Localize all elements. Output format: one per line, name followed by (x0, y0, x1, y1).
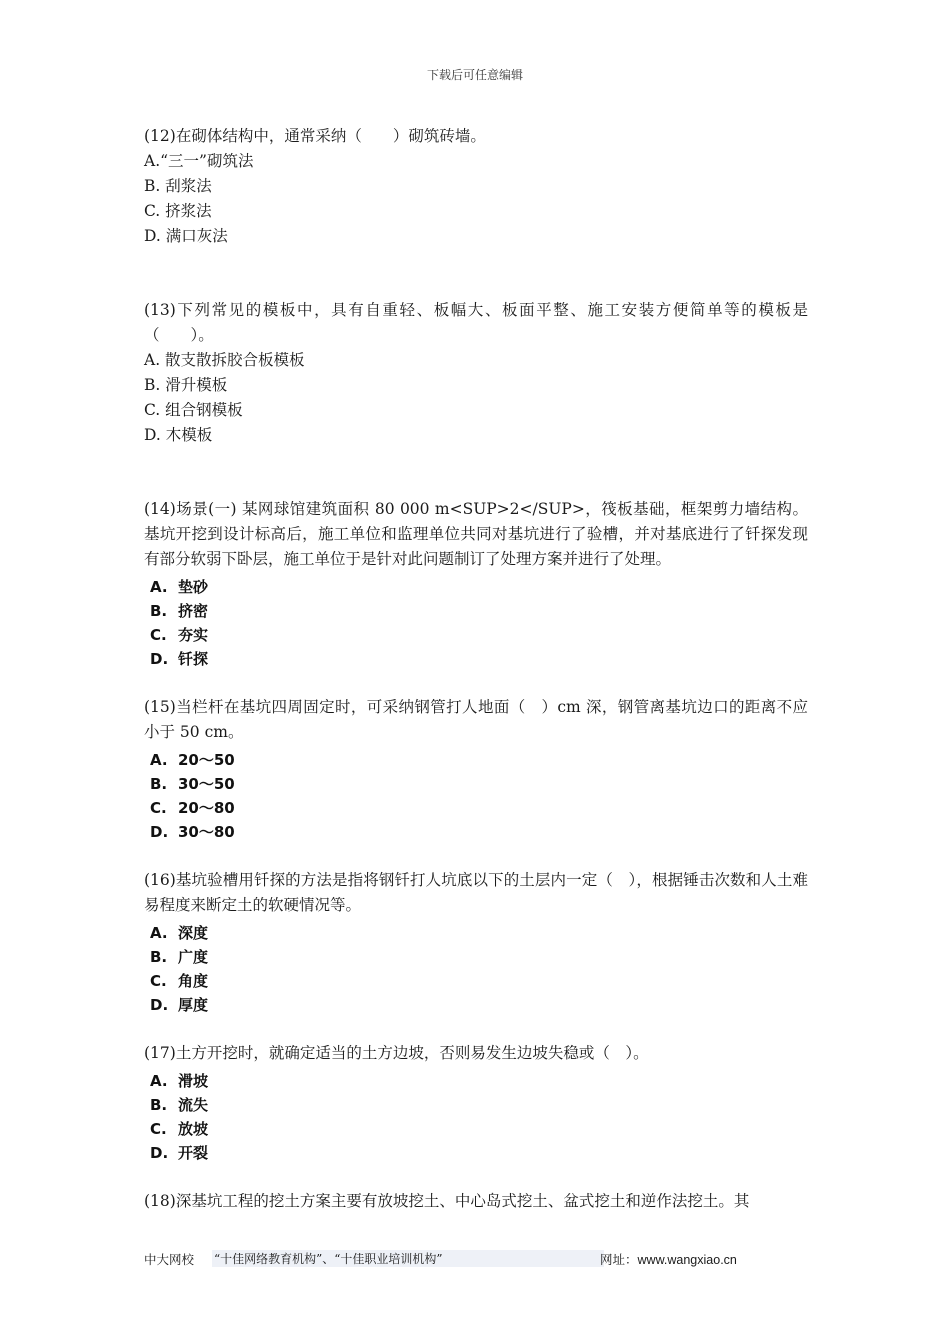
option-c: C. 组合钢模板 (144, 401, 243, 419)
option-c: C. 20～80 (150, 799, 235, 817)
option-b: B. 滑升模板 (144, 376, 228, 394)
option-a: A. 垫砂 (150, 578, 209, 596)
spacer (144, 671, 808, 695)
option-d: D. 开裂 (150, 1144, 209, 1162)
question-stem: (15)当栏杆在基坑四周固定时，可采纳钢管打人地面（ ）cm 深，钢管离基坑边口的距离不应小于 50 cm。 (144, 698, 808, 741)
question-13 (144, 298, 808, 448)
option-image (150, 921, 808, 1017)
option-b: B. 挤密 (150, 602, 209, 620)
question-stem: (13)下列常见的模板中，具有自重轻、板幅大、板面平整、施工安装方便简单等的模板是（ ）。 (144, 301, 808, 344)
option-c: C. 角度 (150, 972, 209, 990)
question-18 (144, 1189, 808, 1214)
page-footer (144, 1250, 808, 1268)
question-15 (144, 695, 808, 844)
footer-slogan: “十佳网络教育机构”、“十佳职业培训机构” (212, 1250, 604, 1267)
spacer (144, 448, 808, 497)
footer-website (600, 1250, 737, 1268)
option-d: D. 钎探 (150, 650, 209, 668)
spacer (144, 844, 808, 868)
option-c: C. 挤浆法 (144, 202, 212, 220)
option-b: B. 广度 (150, 948, 209, 966)
option-a: A.“三一”砌筑法 (144, 152, 254, 170)
spacer (144, 1017, 808, 1041)
option-b: B. 30～50 (150, 775, 235, 793)
footer-website-label: 网址： (600, 1252, 638, 1267)
option-image (150, 575, 808, 671)
question-17 (144, 1041, 808, 1165)
option-image (150, 1069, 808, 1165)
question-16 (144, 868, 808, 1017)
question-stem: (16)基坑验槽用钎探的方法是指将钢钎打人坑底以下的土层内一定（ ），根据锤击次数和人土难易程度来断定土的软硬情况等。 (144, 871, 808, 914)
option-d: D. 30～80 (150, 823, 235, 841)
footer-website-url[interactable]: www.wangxiao.cn (637, 1253, 737, 1267)
page-header: 下载后可任意编辑 (426, 68, 523, 82)
option-d: D. 厚度 (150, 996, 209, 1014)
option-a: A. 滑坡 (150, 1072, 209, 1090)
option-b: B. 刮浆法 (144, 177, 212, 195)
option-c: C. 放坡 (150, 1120, 209, 1138)
spacer (144, 249, 808, 298)
question-stem: (17)土方开挖时，就确定适当的土方边坡，否则易发生边坡失稳或（ ）。 (144, 1044, 649, 1062)
question-stem: (12)在砌体结构中，通常采纳（ ）砌筑砖墙。 (144, 127, 486, 145)
question-14 (144, 497, 808, 671)
option-d: D. 满口灰法 (144, 227, 228, 245)
question-list (144, 124, 808, 1214)
option-a: A. 散支散拆胶合板模板 (144, 351, 305, 369)
question-stem: (18)深基坑工程的挖土方案主要有放坡挖土、中心岛式挖土、盆式挖土和逆作法挖土。其 (144, 1192, 750, 1210)
option-c: C. 夯实 (150, 626, 209, 644)
option-image (150, 748, 808, 844)
option-a: A. 深度 (150, 924, 209, 942)
footer-school-name: 中大网校 (144, 1252, 195, 1267)
option-d: D. 木模板 (144, 426, 213, 444)
option-a: A. 20～50 (150, 751, 235, 769)
spacer (144, 1165, 808, 1189)
option-b: B. 流失 (150, 1096, 209, 1114)
question-12 (144, 124, 808, 249)
question-stem: (14)场景(一) 某网球馆建筑面积 80 000 m<SUP>2</SUP>，筏板基础，框架剪力墙结构。基坑开挖到设计标高后，施工单位和监理单位共同对基坑进行了验槽，并对基底进行了钎探发现有部分软弱下卧层，施工单位于是针对此问题制订了处理方案并进行了处理。 (144, 500, 808, 568)
